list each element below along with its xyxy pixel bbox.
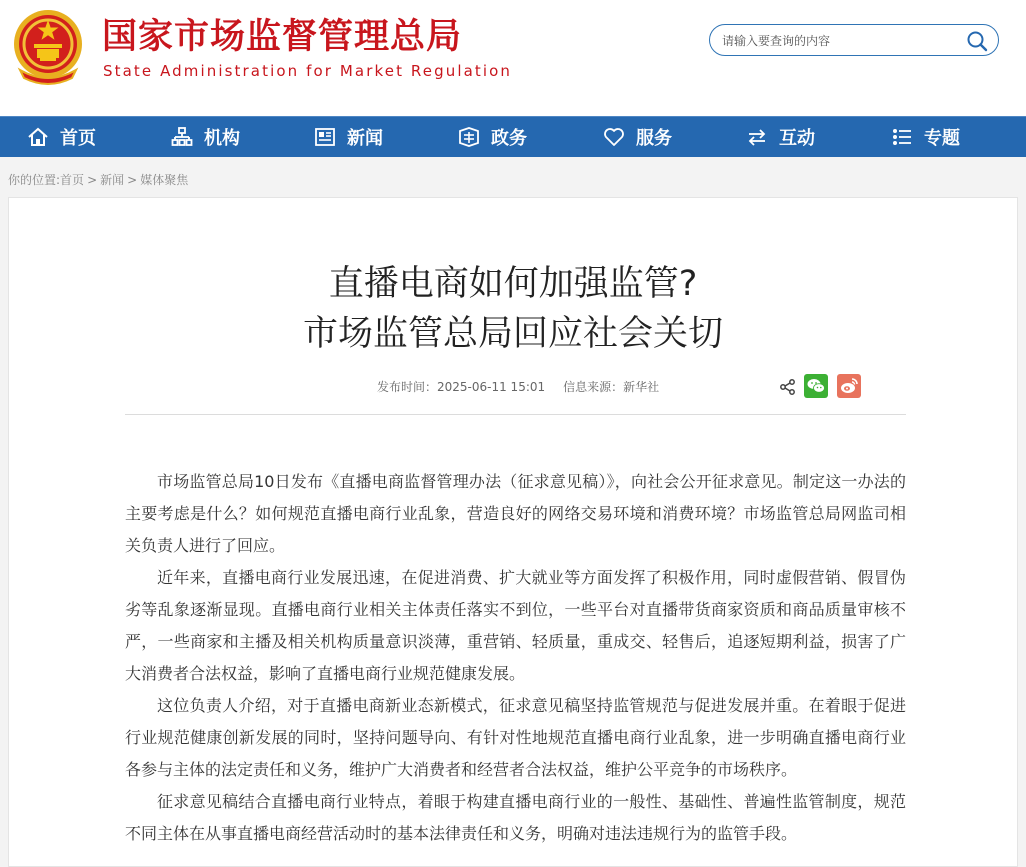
article-meta xyxy=(377,378,659,395)
article-paragraph: 近年来，直播电商行业发展迅速，在促进消费、扩大就业等方面发挥了积极作用，同时虚假营销、假冒伪劣等乱象逐渐显现。直播电商行业相关主体责任落实不到位，一些平台对直播带货商家资质和商品质量审核不严，一些商家和主播及相关机构质量意识淡薄，重营销、轻质量，重成交、轻售后，追逐短期利益，损害了广大消费者合法权益，影响了直播电商行业规范健康发展。 xyxy=(125,568,906,683)
home-icon xyxy=(27,126,49,148)
article-paragraph: 征求意见稿结合直播电商行业特点，着眼于构建直播电商行业的一般性、基础性、普遍性监管制度，规范不同主体在从事直播电商经营活动时的基本法律责任和义务，明确对违法违规行为的监管手段。 xyxy=(125,792,906,843)
search-input[interactable] xyxy=(720,30,960,52)
share-icon[interactable] xyxy=(779,378,797,396)
search-icon[interactable] xyxy=(966,30,988,52)
nav-item-services[interactable] xyxy=(603,117,672,157)
breadcrumb xyxy=(8,171,188,188)
nav-item-home[interactable] xyxy=(27,117,96,157)
article-card xyxy=(8,197,1018,867)
nav-label: 机构 xyxy=(204,128,240,149)
heart-icon xyxy=(603,126,625,148)
article-title-line1: 直播电商如何加强监管? xyxy=(328,264,698,304)
site-title-chinese[interactable]: 国家市场监督管理总局 xyxy=(102,17,463,57)
publish-time: 发布时间：2025-06-11 15:01 xyxy=(377,380,546,394)
site-title-english[interactable]: State Administration for Market Regulation xyxy=(103,62,513,80)
breadcrumb-prefix: 你的位置: xyxy=(8,173,61,187)
breadcrumb-link-home[interactable]: 首页 xyxy=(60,173,85,187)
nav-item-government-affairs[interactable] xyxy=(458,117,527,157)
nav-label: 新闻 xyxy=(347,128,383,149)
nav-item-organization[interactable] xyxy=(171,117,240,157)
breadcrumb-link-news[interactable]: 新闻 xyxy=(100,173,125,187)
news-icon xyxy=(314,126,336,148)
breadcrumb-link-media-focus[interactable]: 媒体聚焦 xyxy=(140,173,189,187)
article-title-line2: 市场监管总局回应社会关切 xyxy=(302,314,723,354)
article-body xyxy=(125,466,906,850)
main-nav xyxy=(0,116,1026,157)
article-paragraph: 这位负责人介绍，对于直播电商新业态新模式，征求意见稿坚持监管规范与促进发展并重。在着眼于促进行业规范健康创新发展的同时，坚持问题导向、有针对性地规范直播电商行业乱象，进一步明确直播电商行业各参与主体的法定责任和义务，维护广大消费者和经营者合法权益，维护公平竞争的市场秩序。 xyxy=(125,696,906,779)
title-divider xyxy=(125,414,906,415)
nav-label: 专题 xyxy=(924,128,960,149)
org-chart-icon xyxy=(171,126,193,148)
search-box xyxy=(709,24,999,56)
government-affairs-icon xyxy=(458,126,480,148)
nav-item-interaction[interactable] xyxy=(746,117,815,157)
topic-list-icon xyxy=(891,126,913,148)
exchange-arrows-icon xyxy=(746,126,768,148)
nav-item-topics[interactable] xyxy=(891,117,960,157)
nav-label: 服务 xyxy=(636,128,672,149)
weibo-icon[interactable] xyxy=(837,374,861,398)
nav-label: 互动 xyxy=(779,128,815,149)
article-paragraph: 市场监管总局10日发布《直播电商监督管理办法（征求意见稿）》，向社会公开征求意见。制定这一办法的主要考虑是什么？如何规范直播电商行业乱象，营造良好的网络交易环境和消费环境？市场监管总局网监司相关负责人进行了回应。 xyxy=(125,472,906,555)
national-emblem-icon[interactable] xyxy=(12,8,84,88)
nav-label: 首页 xyxy=(60,128,96,149)
nav-label: 政务 xyxy=(491,128,527,149)
nav-item-news[interactable] xyxy=(314,117,383,157)
wechat-icon[interactable] xyxy=(804,374,828,398)
article-source: 信息来源：新华社 xyxy=(563,380,660,394)
site-header xyxy=(0,0,1026,116)
breadcrumb-separator: > xyxy=(127,173,138,187)
breadcrumb-separator: > xyxy=(87,173,98,187)
